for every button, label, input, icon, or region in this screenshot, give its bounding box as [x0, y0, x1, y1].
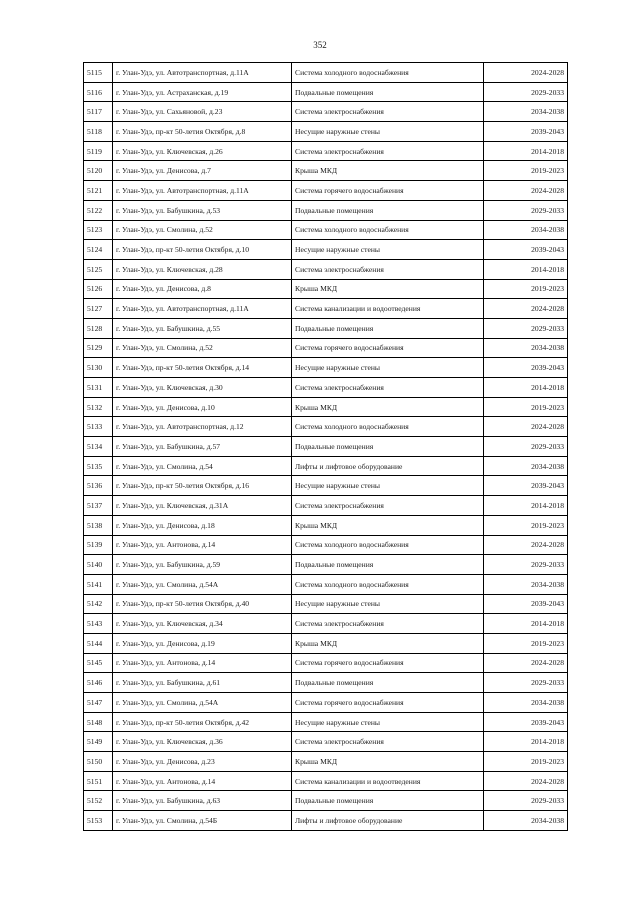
repair-period-cell: 2014-2018: [484, 259, 568, 279]
repair-period-cell: 2014-2018: [484, 141, 568, 161]
repair-period-cell: 2034-2038: [484, 456, 568, 476]
repair-period-cell: 2034-2038: [484, 102, 568, 122]
address-cell: г. Улан-Удэ, ул. Сахьяновой, д.23: [113, 102, 292, 122]
address-cell: г. Улан-Удэ, ул. Смолина, д.54: [113, 456, 292, 476]
address-cell: г. Улан-Удэ, ул. Денисова, д.18: [113, 515, 292, 535]
building-system-cell: Крыша МКД: [292, 752, 484, 772]
table-row: [84, 378, 568, 398]
building-system-cell: Система холодного водоснабжения: [292, 63, 484, 83]
repair-period-cell: 2024-2028: [484, 417, 568, 437]
address-cell: г. Улан-Удэ, ул. Ключевская, д.26: [113, 141, 292, 161]
repair-period-cell: 2039-2043: [484, 358, 568, 378]
row-number-cell: 5142: [84, 594, 113, 614]
repair-period-cell: 2039-2043: [484, 594, 568, 614]
table-row: [84, 791, 568, 811]
row-number-cell: 5130: [84, 358, 113, 378]
table-row: [84, 555, 568, 575]
address-cell: г. Улан-Удэ, ул. Ключевская, д.28: [113, 259, 292, 279]
building-system-cell: Несущие наружные стены: [292, 476, 484, 496]
row-number-cell: 5116: [84, 82, 113, 102]
row-number-cell: 5127: [84, 299, 113, 319]
address-cell: г. Улан-Удэ, пр-кт 50-летия Октября, д.16: [113, 476, 292, 496]
table-row: [84, 653, 568, 673]
address-cell: г. Улан-Удэ, ул. Денисова, д.8: [113, 279, 292, 299]
building-system-cell: Система горячего водоснабжения: [292, 653, 484, 673]
row-number-cell: 5119: [84, 141, 113, 161]
table-row: [84, 771, 568, 791]
building-system-cell: Лифты и лифтовое оборудование: [292, 811, 484, 831]
table-row: [84, 299, 568, 319]
repair-period-cell: 2029-2033: [484, 200, 568, 220]
row-number-cell: 5120: [84, 161, 113, 181]
table-row: [84, 220, 568, 240]
table-row: [84, 456, 568, 476]
table-row: [84, 161, 568, 181]
address-cell: г. Улан-Удэ, ул. Антонова, д.14: [113, 535, 292, 555]
address-cell: г. Улан-Удэ, ул. Автотранспортная, д.11А: [113, 63, 292, 83]
address-cell: г. Улан-Удэ, ул. Автотранспортная, д.12: [113, 417, 292, 437]
table-row: [84, 476, 568, 496]
address-cell: г. Улан-Удэ, ул. Ключевская, д.31А: [113, 496, 292, 516]
row-number-cell: 5151: [84, 771, 113, 791]
repair-period-cell: 2019-2023: [484, 397, 568, 417]
building-system-cell: Несущие наружные стены: [292, 358, 484, 378]
registry-table: [83, 62, 568, 831]
address-cell: г. Улан-Удэ, ул. Смолина, д.52: [113, 338, 292, 358]
building-system-cell: Система канализации и водоотведения: [292, 771, 484, 791]
repair-period-cell: 2029-2033: [484, 82, 568, 102]
table-row: [84, 633, 568, 653]
repair-period-cell: 2034-2038: [484, 574, 568, 594]
address-cell: г. Улан-Удэ, ул. Антонова, д.14: [113, 653, 292, 673]
repair-period-cell: 2019-2023: [484, 633, 568, 653]
repair-period-cell: 2019-2023: [484, 752, 568, 772]
row-number-cell: 5148: [84, 712, 113, 732]
row-number-cell: 5139: [84, 535, 113, 555]
building-system-cell: Подвальные помещения: [292, 555, 484, 575]
address-cell: г. Улан-Удэ, ул. Бабушкина, д.57: [113, 437, 292, 457]
address-cell: г. Улан-Удэ, ул. Автотранспортная, д.11А: [113, 299, 292, 319]
address-cell: г. Улан-Удэ, ул. Бабушкина, д.55: [113, 318, 292, 338]
repair-period-cell: 2039-2043: [484, 122, 568, 142]
table-row: [84, 752, 568, 772]
row-number-cell: 5126: [84, 279, 113, 299]
table-row: [84, 259, 568, 279]
repair-period-cell: 2034-2038: [484, 220, 568, 240]
building-system-cell: Лифты и лифтовое оборудование: [292, 456, 484, 476]
repair-period-cell: 2039-2043: [484, 712, 568, 732]
address-cell: г. Улан-Удэ, ул. Бабушкина, д.61: [113, 673, 292, 693]
page-number: 352: [313, 40, 327, 50]
repair-period-cell: 2029-2033: [484, 791, 568, 811]
address-cell: г. Улан-Удэ, пр-кт 50-летия Октября, д.42: [113, 712, 292, 732]
row-number-cell: 5124: [84, 240, 113, 260]
repair-period-cell: 2014-2018: [484, 496, 568, 516]
repair-period-cell: 2039-2043: [484, 240, 568, 260]
building-system-cell: Несущие наружные стены: [292, 122, 484, 142]
address-cell: г. Улан-Удэ, ул. Денисова, д.7: [113, 161, 292, 181]
building-system-cell: Подвальные помещения: [292, 200, 484, 220]
table-row: [84, 535, 568, 555]
table-row: [84, 594, 568, 614]
building-system-cell: Система горячего водоснабжения: [292, 693, 484, 713]
address-cell: г. Улан-Удэ, ул. Смолина, д.54А: [113, 693, 292, 713]
row-number-cell: 5138: [84, 515, 113, 535]
building-system-cell: Несущие наружные стены: [292, 712, 484, 732]
repair-period-cell: 2024-2028: [484, 771, 568, 791]
row-number-cell: 5147: [84, 693, 113, 713]
repair-period-cell: 2024-2028: [484, 181, 568, 201]
table-row: [84, 712, 568, 732]
address-cell: г. Улан-Удэ, ул. Астраханская, д.19: [113, 82, 292, 102]
address-cell: г. Улан-Удэ, пр-кт 50-летия Октября, д.8: [113, 122, 292, 142]
address-cell: г. Улан-Удэ, ул. Смолина, д.52: [113, 220, 292, 240]
table-row: [84, 338, 568, 358]
repair-period-cell: 2034-2038: [484, 693, 568, 713]
address-cell: г. Улан-Удэ, пр-кт 50-летия Октября, д.10: [113, 240, 292, 260]
table-row: [84, 437, 568, 457]
repair-period-cell: 2019-2023: [484, 161, 568, 181]
table-row: [84, 614, 568, 634]
repair-period-cell: 2034-2038: [484, 811, 568, 831]
table-row: [84, 318, 568, 338]
table-row: [84, 181, 568, 201]
repair-period-cell: 2014-2018: [484, 614, 568, 634]
row-number-cell: 5145: [84, 653, 113, 673]
row-number-cell: 5144: [84, 633, 113, 653]
building-system-cell: Система электроснабжения: [292, 732, 484, 752]
row-number-cell: 5134: [84, 437, 113, 457]
building-system-cell: Подвальные помещения: [292, 791, 484, 811]
table-row: [84, 811, 568, 831]
table-row: [84, 200, 568, 220]
building-system-cell: Подвальные помещения: [292, 437, 484, 457]
repair-period-cell: 2024-2028: [484, 299, 568, 319]
building-system-cell: Несущие наружные стены: [292, 594, 484, 614]
table-row: [84, 122, 568, 142]
row-number-cell: 5125: [84, 259, 113, 279]
address-cell: г. Улан-Удэ, ул. Ключевская, д.34: [113, 614, 292, 634]
row-number-cell: 5140: [84, 555, 113, 575]
repair-period-cell: 2029-2033: [484, 318, 568, 338]
row-number-cell: 5141: [84, 574, 113, 594]
building-system-cell: Система горячего водоснабжения: [292, 181, 484, 201]
repair-period-cell: 2029-2033: [484, 673, 568, 693]
building-system-cell: Система электроснабжения: [292, 614, 484, 634]
row-number-cell: 5118: [84, 122, 113, 142]
building-system-cell: Система холодного водоснабжения: [292, 535, 484, 555]
table-row: [84, 574, 568, 594]
row-number-cell: 5117: [84, 102, 113, 122]
building-system-cell: Крыша МКД: [292, 279, 484, 299]
table-row: [84, 240, 568, 260]
address-cell: г. Улан-Удэ, ул. Бабушкина, д.63: [113, 791, 292, 811]
address-cell: г. Улан-Удэ, ул. Смолина, д.54Б: [113, 811, 292, 831]
row-number-cell: 5143: [84, 614, 113, 634]
row-number-cell: 5128: [84, 318, 113, 338]
row-number-cell: 5133: [84, 417, 113, 437]
address-cell: г. Улан-Удэ, ул. Денисова, д.19: [113, 633, 292, 653]
row-number-cell: 5150: [84, 752, 113, 772]
building-system-cell: Крыша МКД: [292, 633, 484, 653]
table-row: [84, 102, 568, 122]
table-row: [84, 279, 568, 299]
building-system-cell: Подвальные помещения: [292, 82, 484, 102]
table-row: [84, 515, 568, 535]
building-system-cell: Система электроснабжения: [292, 141, 484, 161]
building-system-cell: Система холодного водоснабжения: [292, 220, 484, 240]
row-number-cell: 5136: [84, 476, 113, 496]
row-number-cell: 5131: [84, 378, 113, 398]
registry-table-body: [84, 63, 568, 831]
row-number-cell: 5153: [84, 811, 113, 831]
row-number-cell: 5137: [84, 496, 113, 516]
row-number-cell: 5152: [84, 791, 113, 811]
building-system-cell: Система горячего водоснабжения: [292, 338, 484, 358]
row-number-cell: 5122: [84, 200, 113, 220]
address-cell: г. Улан-Удэ, ул. Бабушкина, д.59: [113, 555, 292, 575]
row-number-cell: 5135: [84, 456, 113, 476]
building-system-cell: Несущие наружные стены: [292, 240, 484, 260]
building-system-cell: Крыша МКД: [292, 397, 484, 417]
row-number-cell: 5129: [84, 338, 113, 358]
address-cell: г. Улан-Удэ, ул. Бабушкина, д.53: [113, 200, 292, 220]
address-cell: г. Улан-Удэ, ул. Антонова, д.14: [113, 771, 292, 791]
repair-period-cell: 2019-2023: [484, 515, 568, 535]
building-system-cell: Подвальные помещения: [292, 318, 484, 338]
address-cell: г. Улан-Удэ, ул. Смолина, д.54А: [113, 574, 292, 594]
repair-period-cell: 2014-2018: [484, 378, 568, 398]
building-system-cell: Система электроснабжения: [292, 378, 484, 398]
table-row: [84, 397, 568, 417]
repair-period-cell: 2039-2043: [484, 476, 568, 496]
building-system-cell: Система электроснабжения: [292, 259, 484, 279]
table-row: [84, 63, 568, 83]
building-system-cell: Подвальные помещения: [292, 673, 484, 693]
table-row: [84, 141, 568, 161]
repair-period-cell: 2014-2018: [484, 732, 568, 752]
address-cell: г. Улан-Удэ, пр-кт 50-летия Октября, д.40: [113, 594, 292, 614]
building-system-cell: Система электроснабжения: [292, 496, 484, 516]
row-number-cell: 5132: [84, 397, 113, 417]
building-system-cell: Система холодного водоснабжения: [292, 417, 484, 437]
repair-period-cell: 2024-2028: [484, 653, 568, 673]
row-number-cell: 5149: [84, 732, 113, 752]
table-row: [84, 732, 568, 752]
table-row: [84, 417, 568, 437]
row-number-cell: 5146: [84, 673, 113, 693]
building-system-cell: Система канализации и водоотведения: [292, 299, 484, 319]
building-system-cell: Крыша МКД: [292, 515, 484, 535]
address-cell: г. Улан-Удэ, ул. Денисова, д.23: [113, 752, 292, 772]
repair-period-cell: 2034-2038: [484, 338, 568, 358]
row-number-cell: 5115: [84, 63, 113, 83]
table-row: [84, 358, 568, 378]
repair-period-cell: 2024-2028: [484, 535, 568, 555]
repair-period-cell: 2019-2023: [484, 279, 568, 299]
building-system-cell: Крыша МКД: [292, 161, 484, 181]
repair-period-cell: 2029-2033: [484, 437, 568, 457]
address-cell: г. Улан-Удэ, ул. Ключевская, д.36: [113, 732, 292, 752]
table-row: [84, 693, 568, 713]
repair-period-cell: 2024-2028: [484, 63, 568, 83]
address-cell: г. Улан-Удэ, ул. Денисова, д.10: [113, 397, 292, 417]
building-system-cell: Система холодного водоснабжения: [292, 574, 484, 594]
address-cell: г. Улан-Удэ, ул. Ключевская, д.30: [113, 378, 292, 398]
table-row: [84, 82, 568, 102]
table-row: [84, 496, 568, 516]
address-cell: г. Улан-Удэ, ул. Автотранспортная, д.11А: [113, 181, 292, 201]
address-cell: г. Улан-Удэ, пр-кт 50-летия Октября, д.14: [113, 358, 292, 378]
row-number-cell: 5121: [84, 181, 113, 201]
table-row: [84, 673, 568, 693]
building-system-cell: Система электроснабжения: [292, 102, 484, 122]
repair-period-cell: 2029-2033: [484, 555, 568, 575]
row-number-cell: 5123: [84, 220, 113, 240]
